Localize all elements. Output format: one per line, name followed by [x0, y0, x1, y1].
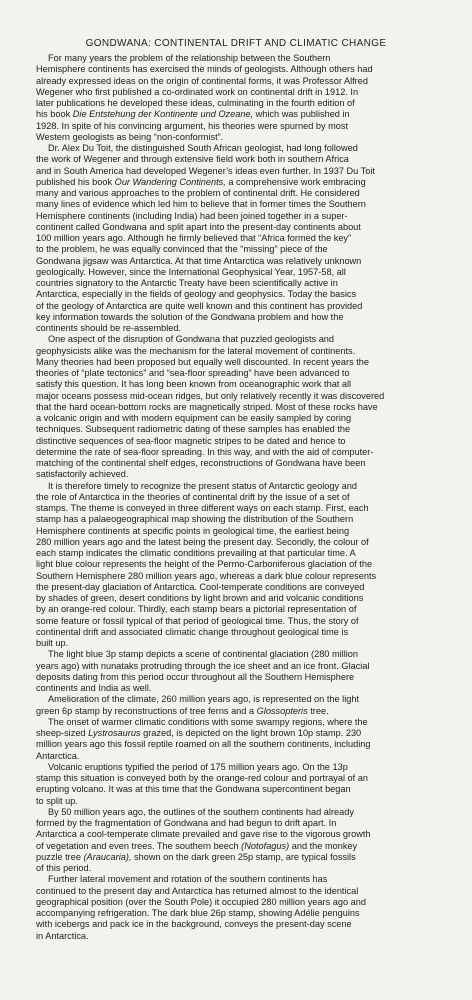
text-line: continents and India as well.: [36, 683, 152, 693]
text-line: For many years the problem of the relationship between the Southern: [48, 53, 331, 63]
text-line: his book Die Entstehung der Kontinente und Ozeane, which was published in: [36, 109, 350, 120]
text-line: stamp this situation is conveyed both by the orange-red colour and portrayal of an: [36, 773, 368, 783]
text-line: green 6p stamp by reconstructions of tree ferns and a Glossopteris tree.: [36, 705, 329, 716]
text-line: geophysicists alike was the mechanism for the lateral movement of continents.: [36, 345, 356, 356]
text-line: By 50 million years ago, the outlines of the southern continents had already: [48, 806, 354, 817]
text-line: It is therefore timely to recognize the present status of Antarctic geology and: [48, 480, 357, 491]
text-line: 1928. In spite of his convincing argument, his theories were spurned by most: [36, 120, 349, 131]
text-line: a volcanic origin and with modern equipment can be easily sampled by coring: [36, 413, 352, 423]
text-line: accompanying refrigeration. The dark blue 26p stamp, showing Adélie penguins: [36, 908, 360, 918]
text-line: Western geologists as being “non-conformist”.: [36, 131, 224, 142]
text-line: Many theories had been proposed but equally well discounted. In recent years the: [36, 356, 370, 367]
text-line: Southern Hemisphere 280 million years ago, whereas a dark blue colour represents: [36, 570, 377, 581]
text-line: formed by the fragmentation of Gondwana and had begun to drift apart. In: [36, 818, 337, 828]
text-line: by an orange-red colour. Thirdly, each stamp bears a pictorial representation of: [36, 604, 357, 615]
text-line: to split up.: [36, 795, 78, 806]
text-line: geographical position (over the South Pole) it occupied 280 million years ago and: [36, 896, 366, 907]
text-line: stamps. The theme is conveyed in three different ways on each stamp. First, each: [36, 503, 369, 513]
text-line: erupting volcano. It was at this time that the Gondwana supercontinent began: [36, 784, 351, 795]
text-line: many and various approaches to the problem of continental drift. He considered: [36, 188, 360, 198]
text-line: deposits dating from this period occur throughout all the Southern Hemisphere: [36, 671, 355, 682]
text-line: Volcanic eruptions typified the period of 175 million years ago. On the 13p: [48, 761, 348, 772]
text-line: to the problem, he was equally convinced that the “missing” piece of the: [36, 244, 328, 255]
text-line: Hemisphere continents (including India) had been joined together in a super-: [36, 210, 348, 221]
text-line: continental drift and associated climatic change throughout geological time is: [36, 626, 349, 637]
text-line: satisfactorily achieved.: [36, 469, 129, 480]
text-line: countries signatory to the Antarctic Treaty have been scientifically active in: [36, 278, 338, 288]
text-line: Amelioration of the climate, 260 million years ago, is represented on the light: [48, 694, 360, 705]
text-line: million years ago this fossil reptile roamed on all the southern continents, including: [36, 739, 371, 750]
text-line: continued to the present day and Antarctica has returned almost to the identical: [36, 885, 359, 896]
text-line: with icebergs and pack ice in the background, conveys the present-day scene: [36, 919, 352, 930]
text-line: continents should be re-assembled.: [36, 323, 182, 333]
text-line: Hemisphere continents at specific points in geological time, the earliest being: [36, 525, 350, 536]
text-line: Antarctica.: [36, 750, 80, 761]
text-line: One aspect of the disruption of Gondwana that puzzled geologists and: [48, 334, 335, 345]
text-line: in Antarctica.: [36, 930, 89, 941]
text-line: Gondwana jigsaw was Antarctica. At that time Antarctica was relatively unknown: [36, 255, 362, 266]
text-line: of vegetation and even trees. The southern beech (Notofagus) and the monkey: [36, 840, 358, 851]
text-line: light blue colour represents the height of the Permo-Carboniferous glaciation of the: [36, 559, 373, 570]
text-line: The light blue 3p stamp depicts a scene of continental glaciation (280 million: [48, 649, 359, 660]
text-line: key information towards the solution of the Gondwana problem and how the: [36, 311, 344, 322]
text-line: 280 million years ago and the latest being the present day. Secondly, the colour of: [36, 536, 369, 547]
text-line: techniques. Subsequent radiometric dating of these samples has enabled the: [36, 424, 351, 435]
text-line: of the geology of Antarctica are quite well known and this continent has provided: [36, 300, 363, 311]
text-line: Hemisphere continents has exercised the minds of geologists. Although others had: [36, 64, 373, 75]
text-line: Wegener who first published a co-ordinated work on continental drift in 1912. In: [36, 86, 359, 97]
document-title: GONDWANA: CONTINENTAL DRIFT AND CLIMATIC CHANGE: [85, 38, 387, 49]
text-line: matching of the continental shelf edges, reconstructions of Gondwana have been: [36, 458, 366, 468]
text-line: Antarctica a cool-temperate climate prevailed and gave rise to the vigorous growth: [36, 829, 371, 840]
text-line: the work of Wegener and through extensive field work both in southern Africa: [36, 154, 349, 165]
text-line: major oceans possess mid-ocean ridges, but only relatively recently it was discovered: [36, 390, 385, 401]
document-body: [36, 53, 443, 942]
text-line: distinctive sequences of sea-floor magnetic stripes to be dated and hence to: [36, 435, 346, 446]
text-line: later publications he developed these ideas, culminating in the fourth edition of: [36, 98, 355, 108]
text-line: theories of “plate tectonics” and “sea-floor spreading” have been advanced to: [36, 368, 350, 378]
text-line: The onset of warmer climatic conditions with some swampy regions, where the: [48, 716, 368, 727]
text-line: stamp has a palaeogeographical map showing the distribution of the Southern: [36, 514, 354, 525]
text-line: Dr. Alex Du Toit, the distinguished South African geologist, had long followed: [48, 143, 358, 153]
text-line: years ago) with nunataks protruding through the ice sheet and an ice front. Glacial: [36, 660, 370, 671]
text-line: puzzle tree (Araucaria), shown on the dark green 25p stamp, are typical fossils: [36, 851, 356, 862]
text-line: determine the rate of sea-floor spreading. In this way, and with the aid of computer-: [36, 446, 374, 457]
text-line: published his book Our Wandering Continents, a comprehensive work embracing: [36, 176, 366, 187]
text-line: sheep-sized Lystrosaurus grazed, is depicted on the light brown 10p stamp. 230: [36, 728, 362, 738]
text-line: the present-day glaciation of Antarctica. Cool-temperate conditions are conveyed: [36, 581, 365, 592]
text-line: some feature or fossil typical of that period of geological time. Thus, the story of: [36, 615, 359, 626]
text-line: built up.: [36, 638, 69, 648]
text-line: Further lateral movement and rotation of the southern continents has: [48, 874, 328, 885]
text-line: by shades of green, desert conditions by light brown and arid volcanic conditions: [36, 593, 364, 603]
text-line: geologically. However, since the International Geophysical Year, 1957-58, all: [36, 266, 346, 277]
text-line: the role of Antarctica in the theories of continental drift by the issue of a set of: [36, 491, 350, 502]
text-line: each stamp indicates the climatic conditions prevailing at that particular time. A: [36, 548, 356, 558]
text-line: continent called Gondwana and split apart into the present-day continents about: [36, 221, 361, 232]
text-line: that the hard ocean-bottom rocks are magnetically striped. Most of these rocks have: [36, 401, 378, 412]
text-line: and in South America had developed Wegener’s ideas even further. In 1937 Du Toit: [36, 165, 375, 176]
text-line: of this period.: [36, 863, 92, 873]
text-line: satisfy this question. It has long been known from oceanographic work that all: [36, 379, 352, 390]
text-line: Antarctica, especially in the fields of geology and geophysics. Today the basics: [36, 289, 357, 300]
text-line: 100 million years ago. Although he firmly believed that “Africa formed the key”: [36, 233, 352, 243]
text-line: already expressed ideas on the origin of continental forms, it was Professor Alfred: [36, 75, 368, 86]
text-line: many lines of evidence which led him to believe that in former times the Southern: [36, 199, 366, 210]
